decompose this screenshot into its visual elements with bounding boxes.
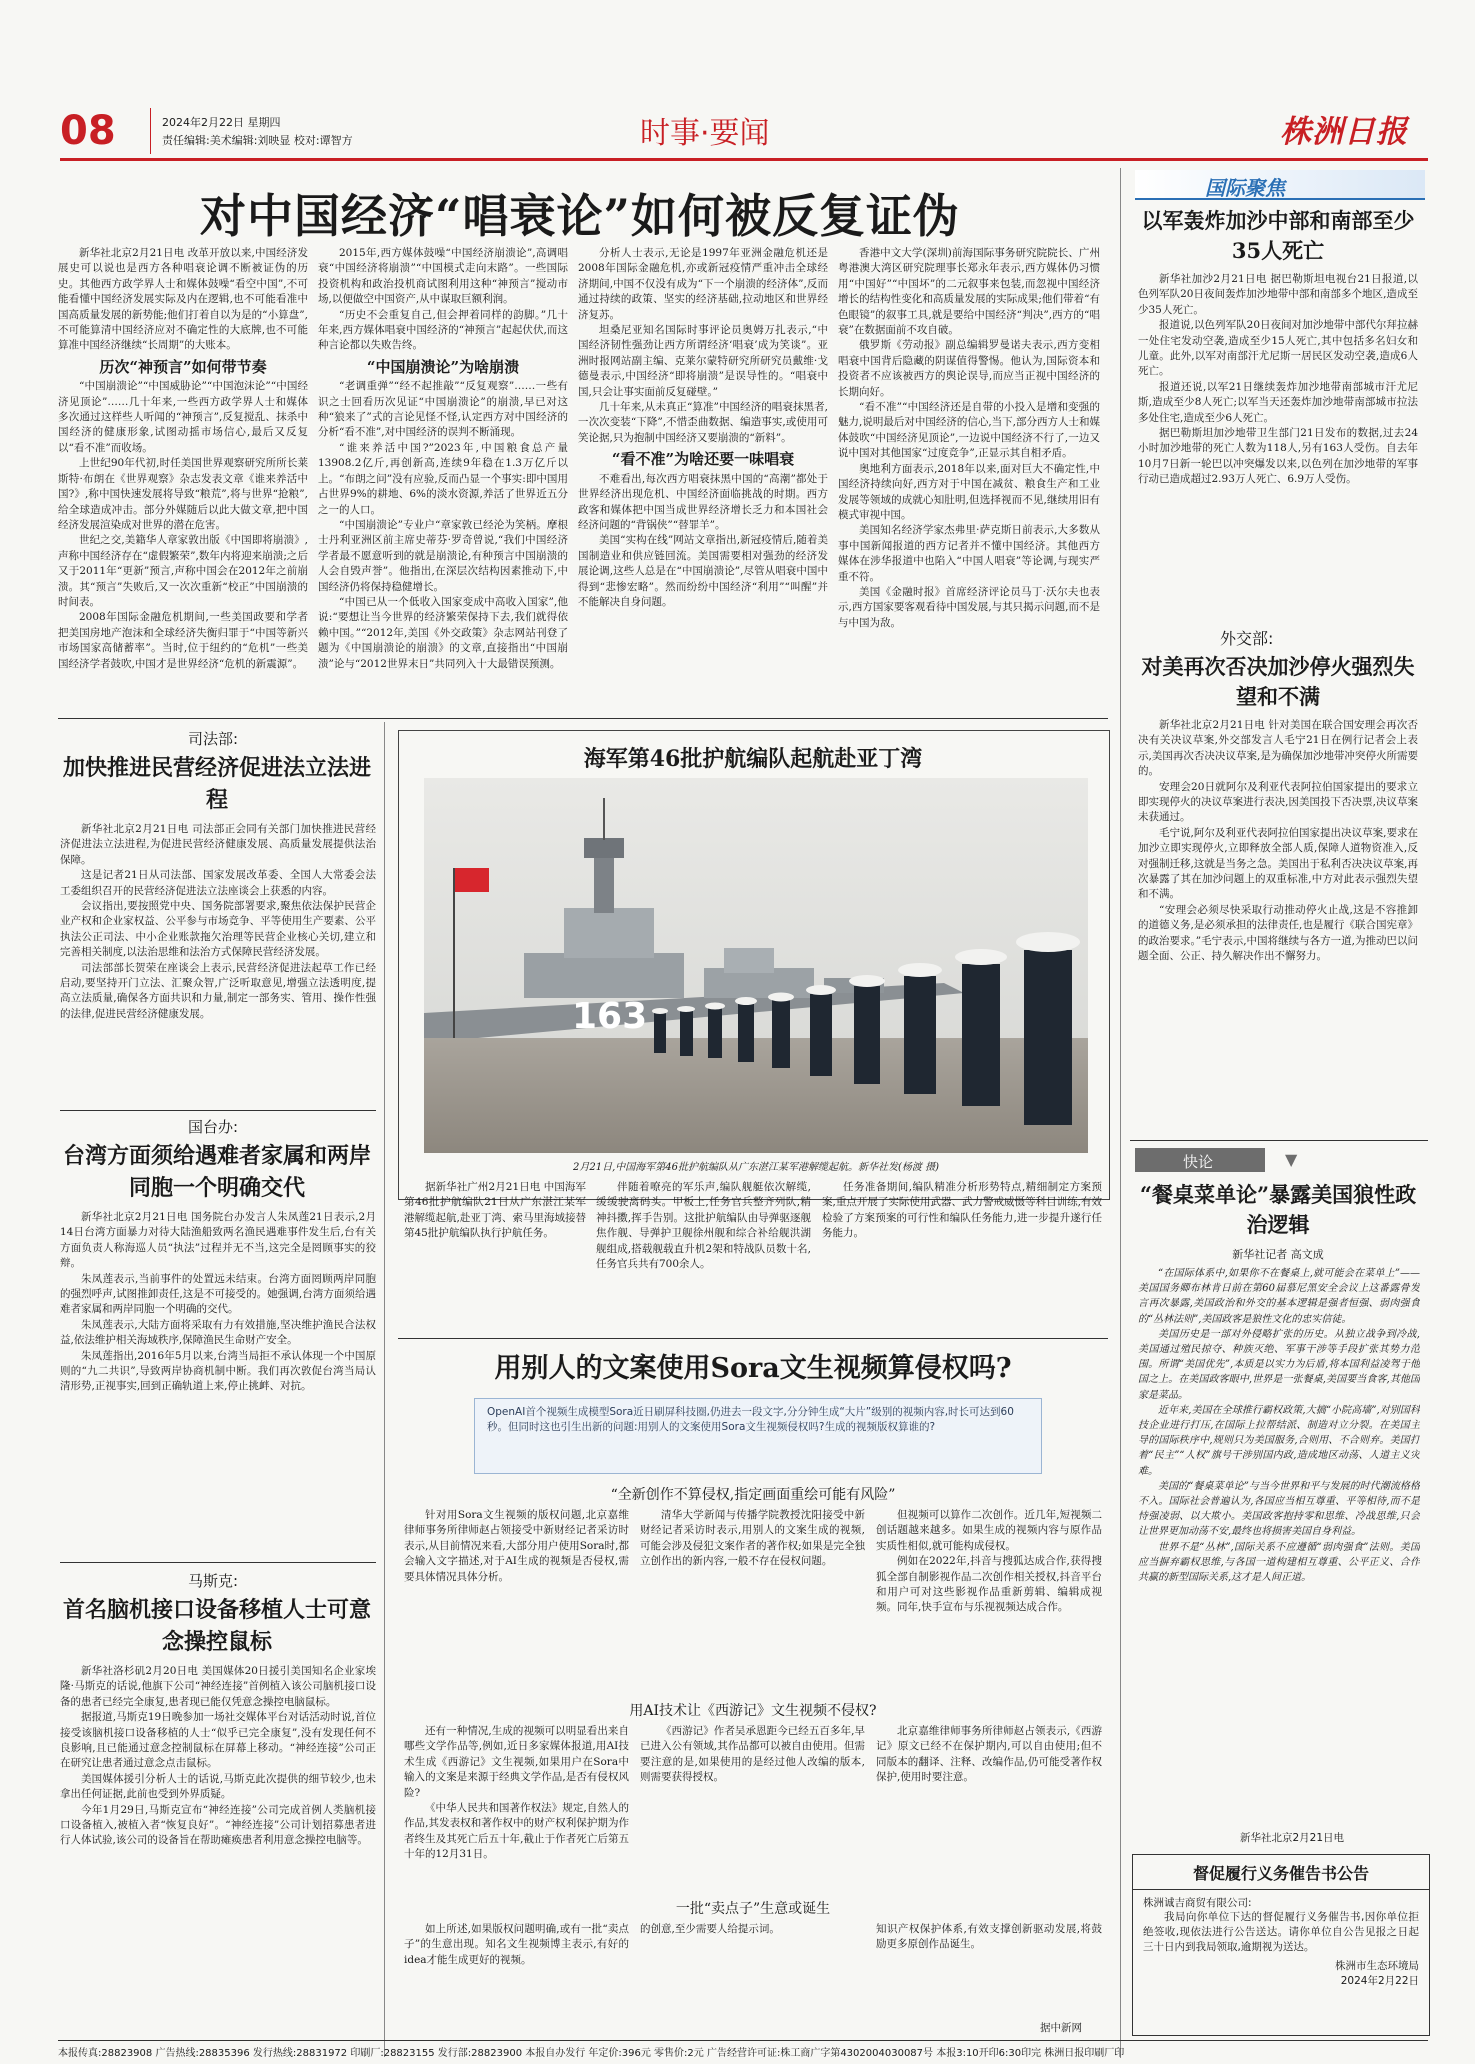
issue-date: 2024年2月22日 星期四 (162, 116, 281, 129)
mfa-paragraph: 安理会20日就阿尔及利亚代表阿拉伯国家提出的要求立即实现停火的决议草案进行表决,因美国投下否决票,决议草案未获通过。 (1138, 780, 1418, 824)
sora-lead-text: OpenAI首个视频生成模型Sora近日刷屏科技圈,仍进去一段文字,分分钟生成“大片”级别的视频内容,时长可达到60秒。但同时这也引生出新的问题:用别人的文案使用Sora文生视频侵权吗?生成的视频版权算谁的? (487, 1406, 1014, 1433)
musk-paragraph: 今年1月29日,马斯克宣布“神经连接”公司完成首例人类脑机接口设备植入,被植入者“恢复良好”。“神经连接”公司计划招募患者进行人体试验,该公司的设备旨在帮助瘫痪患者利用意念操控电脑等。 (60, 1803, 376, 1847)
commentary-tag-arrow-icon: ▼ (1285, 1150, 1298, 1169)
sora-col-6 (876, 1724, 1102, 1894)
tao-paragraph: 新华社北京2月21日电 国务院台办发言人朱凤莲21日表示,2月14日台湾方面暴力对待大陆渔船致两名渔民遇难事件发生后,台有关方面负责人称海巡人员“执法”过程并无不当,这完全是罔顾事实的狡辩。 (60, 1211, 376, 1270)
mfa-kicker: 外交部: (1220, 629, 1274, 648)
commentary-paragraph: “在国际体系中,如果你不在餐桌上,就可能会在菜单上”——美国国务卿布林肯日前在第60届慕尼黑安全会议上这番露骨发言再次暴露,美国政治和外交的基本逻辑是强者恒强、弱肉强食的“丛林法则”,美国政客是狼性文化的忠实信徒。 (1138, 1268, 1420, 1325)
tao-paragraph: 朱凤莲指出,2016年5月以来,台湾当局拒不承认体现一个中国原则的“九二共识”,导致两岸协商机制中断。我们再次敦促台湾当局认清形势,正视事实,回到正确轨道上来,停止挑衅、对抗。 (60, 1349, 376, 1393)
notice-date: 2024年2月22日 (1340, 1975, 1419, 1987)
lead-title: 对中国经济“唱衰论”如何被反复证伪 (200, 189, 960, 243)
notice-issuer: 株洲市生态环境局 (1335, 1960, 1419, 1972)
lead-paragraph: “中国崩溃论”“中国威胁论”“中国泡沫论”“中国经济见顶论”……几十年来,一些西方政学界人士和媒体多次通过这样些人听闻的“神预言”,反复搅乱、抹杀中国经济的健康形象,试图动摇市场信心,最后又反复以“看不准”而收场。 (58, 380, 308, 454)
sora-subhead-3: 一批“卖点子”生意或诞生 (675, 1901, 831, 1917)
lead-paragraph: 奥地利方面表示,2018年以来,面对巨大不确定性,中国经济持续向好,西方对于中国在减贫、粮食生产和工业发展等领域的成就心知肚明,但选择视而不见,继续用旧有模式审视中国。 (838, 462, 1100, 521)
lead-paragraph: 坦桑尼亚知名国际时事评论员奥姆万扎表示,“中国经济韧性强劲让西方所谓经济‘唱衰’成为笑谈”。亚洲时报网站副主编、克莱尔蒙特研究所研究员戴维·戈德曼表示,中国经济“即将崩溃”是误导性的。“唱衰中国,只会让事实面前反复碰壁。” (578, 324, 828, 398)
moj-paragraph: 会议指出,要按照党中央、国务院部署要求,聚焦依法保护民营企业产权和企业家权益、公平参与市场竞争、平等使用生产要素、公平执法公正司法、中小企业账款拖欠治理等民营企业核心关切,建立和完善相关制度,以法治思维和法治方式保障民营经济发展。 (60, 900, 376, 959)
moj-kicker: 司法部: (188, 730, 239, 748)
lead-paragraph: 俄罗斯《劳动报》副总编辑罗曼诺夫表示,西方变相唱衰中国背后隐藏的阴谋值得警惕。他认为,国际资本和投资者不应该被西方的舆论误导,而应当正视中国经济的长期向好。 (838, 339, 1100, 398)
sora-paragraph: 知识产权保护体系,有效支撑创新驱动发展,将鼓励更多原创作品诞生。 (876, 1923, 1102, 1951)
commentary-top-rule (1130, 1140, 1428, 1141)
gaza-body (1138, 272, 1418, 622)
photo-story-title: 海军第46批护航编队起航赴亚丁湾 (583, 746, 923, 772)
lead-paragraph: “中国崩溃论”专业户“章家敦已经沦为笑柄。摩根士丹利亚洲区前主席史蒂芬·罗奇曾说,“我们中国经济学者最不愿意听到的就是崩溃论,有种预言中国崩溃的人会自毁声誉”。他指出,在深层次结构因素推动下,中国经济仍将保持稳健增长。 (318, 518, 568, 593)
left-rule-1 (60, 1110, 376, 1111)
moj-paragraph: 新华社北京2月21日电 司法部正会同有关部门加快推进民营经济促进法立法进程,为促进民营经济健康发展、高质量发展提供法治保障。 (60, 823, 376, 866)
sora-col-3 (876, 1508, 1102, 1693)
left-col-divider (384, 722, 385, 2057)
lead-col-2 (318, 246, 568, 711)
lead-subhead-3: “看不准”为啥还要一味唱衰 (611, 450, 795, 469)
left-rule-2 (60, 1562, 376, 1563)
commentary-title: “餐桌菜单论”暴露美国狼性政治逻辑 (1139, 1182, 1417, 1237)
sora-col-9 (876, 1922, 1102, 2017)
tao-kicker: 国台办: (188, 1118, 239, 1136)
sora-paragraph: 清华大学新闻与传播学院教授沈阳接受中新财经记者采访时表示,用别人的文案生成的视频,可能会涉及侵犯文案作者的著作权;如果是完全独立创作出的新内容,一般不存在侵权问题。 (640, 1509, 865, 1568)
hull-number: 163 (572, 996, 648, 1037)
sora-col-8 (640, 1922, 865, 2032)
mfa-paragraph: 新华社北京2月21日电 针对美国在联合国安理会再次否决有关决议草案,外交部发言人毛宁21日在例行记者会上表示,美国再次否决决议草案,是为确保加沙地带冲突停火所需要的。 (1138, 719, 1418, 778)
gaza-paragraph: 报道还说,以军21日继续轰炸加沙地带南部城市汗尤尼斯,造成至少8人死亡;以军当天还轰炸加沙地带南部城市拉法多处住宅,造成至少6人死亡。 (1138, 380, 1418, 424)
musk-paragraph: 新华社洛杉矶2月20日电 美国媒体20日援引美国知名企业家埃隆·马斯克的话说,他旗下公司“神经连接”首例植入该公司脑机接口设备的患者已经完全康复,患者现已能仅凭意念操控电脑鼠标。 (60, 1665, 376, 1708)
photo-story-paragraph: 据新华社广州2月21日电 中国海军第46批护航编队21日从广东湛江某军港解缆起航,赴亚丁湾、索马里海域接替第45批护航编队执行护航任务。 (404, 1181, 586, 1240)
sora-paragraph: 例如在2022年,抖音与搜狐达成合作,获得搜狐全部自制影视作品二次创作相关授权,抖音平台和用户可对这些影视作品重新剪辑、编辑成视频。同年,快手宣布与乐视视频达成合作。 (876, 1555, 1102, 1614)
sora-paragraph: 还有一种情况,生成的视频可以明显看出来自哪些文学作品等,例如,近日多家媒体报道,用AI技术生成《西游记》文生视频,如果用户在Sora中输入的文案是来源于经典文学作品,是否有侵权风险? (404, 1725, 629, 1799)
moj-title: 加快推进民营经济促进法立法进程 (62, 755, 371, 813)
lead-paragraph: 几十年来,从未真正“算准”中国经济的唱衰抹黑者,一次次变装“下降”,不惜歪曲数据、编造事实,或使用可笑论据,只为抱制中国经济又要崩溃的“新料”。 (578, 401, 828, 444)
commentary-byline: 新华社记者 高文成 (1232, 1248, 1324, 1261)
right-col-divider (1120, 168, 1121, 2058)
commentary-tag (1135, 1148, 1298, 1172)
musk-kicker: 马斯克: (188, 1572, 239, 1590)
lead-paragraph: 新华社北京2月21日电 改革开放以来,中国经济发展史可以说也是西方各种唱衰论调不断被证伪的历史。其他西方政学界人士和媒体鼓噪“看空中国”,不可能看懂中国经济发展实际及内在逻辑,也不可能看准中国高质量发展的新势能;他们打着自以为是的“小算盘”,不可能算清中国经济应对不确定性的大底牌,也不可能算准中国经济继续“长周期”的大账本。 (58, 247, 308, 352)
lead-paragraph: 香港中文大学(深圳)前海国际事务研究院院长、广州粤港澳大湾区研究院理事长郑永年表示,西方媒体仍习惯用“中国好”“中国坏”的二元叙事来包装,而忽视中国经济增长的结构性变化和高质量发展的实际成果;他们带着“有色眼镜”的叙事工具,就是要给中国经济“判决”,西方的“唱衰”在数据面前不攻自破。 (838, 247, 1100, 337)
commentary-dateline: 新华社北京2月21日电 (1240, 1832, 1345, 1844)
sora-lead-box (474, 1398, 1042, 1474)
sora-paragraph: 北京嘉维律师事务所律师赵占领表示,《西游记》原文已经不在保护期内,可以自由使用;但不同版本的翻译、注释、改编作品,仍可能受著作权保护,使用时要注意。 (876, 1725, 1102, 1784)
sora-paragraph: 如上所述,如果版权问题明确,或有一批“卖点子”的生意出现。知名文生视频博主表示,有好的idea才能生成更好的视频。 (404, 1923, 629, 1966)
ship-scene-svg (424, 778, 1088, 1153)
sora-subhead-1: “全新创作不算侵权,指定画面重绘可能有风险” (610, 1487, 896, 1503)
sora-paragraph: 但视频可以算作二次创作。近几年,短视频二创话题越来越多。如果生成的视频内容与原作品实质性相似,就可能构成侵权。 (876, 1509, 1102, 1552)
lead-col-3 (578, 246, 828, 711)
page-number: 08 (60, 108, 116, 154)
lead-paragraph: 2008年国际金融危机期间,一些美国政要和学者把美国房地产泡沫和全球经济失衡归罪于“中国等新兴市场国家高储蓄率”。当时,位于纽约的“危机”一些美国经济学者鼓吹,中国才是世界经济“危机的新震源”。 (58, 611, 308, 670)
header-divider (150, 108, 151, 154)
notice-box (1132, 1854, 1430, 2036)
mfa-paragraph: “安理会必须尽快采取行动推动停火止战,这是不容推卸的道德义务,是必须承担的法律责任,也是履行《联合国宪章》的政治要求。”毛宁表示,中国将继续与各方一道,为推动巴以问题全面、公正、持久解决作出不懈努力。 (1138, 903, 1418, 963)
footer-info: 本报传真:28823908 广告热线:28835396 发行热线:28831972 印刷厂:28823155 发行部:28823900 本报自办发行 年定价:396元 零售价:2元 广告经营许可证:株工商广字第4302004030087号 本报3:10开印6:30印完 株洲日报印刷厂印 (58, 2048, 1125, 2059)
lead-paragraph: 美国“实构在线”网站文章指出,新冠疫情后,随着美国制造业和供应链回流。美国需要相对强劲的经济发展论调,这些人总是在“中国崩溃论”,尽管从唱衰中国中得到“悲惨宏略”。然而纷纷中国经济“利用”“叫醒”并不能解决自身问题。 (578, 534, 828, 608)
commentary-tag-label: 快论 (1183, 1153, 1214, 1171)
lead-paragraph: 上世纪90年代初,时任美国世界观察研究所所长莱斯特·布朗在《世界观察》杂志发表文章《谁来养活中国?》,称中国快速发展将导致“粮荒”,将与世界“抢粮”,给全球造成冲击。部分外媒随后以此大做文章,把中国经济发展渲染成对世界的潜在危害。 (58, 457, 308, 531)
lead-paragraph: 不难看出,每次西方唱衰抹黑中国的“高潮”都处于世界经济出现危机、中国经济面临挑战的时期。西方政客和媒体把中国当成世界经济增长乏力和本国社会经济问题的“背锅侠”“替罪羊”。 (578, 472, 828, 531)
lead-paragraph: 美国《金融时报》首席经济评论员马丁·沃尔夫也表示,西方国家要客观看待中国发展,与其只揭示问题,而不是与中国为敌。 (838, 585, 1100, 629)
lead-col-1 (58, 246, 308, 711)
tao-paragraph: 朱凤莲表示,当前事件的处置远未结束。台湾方面罔顾两岸同胞的强烈呼声,试图推卸责任,这是不可接受的。她强调,台湾方面须给遇难者家属和两岸同胞一个明确的交代。 (60, 1272, 376, 1316)
mfa-paragraph: 毛宁说,阿尔及利亚代表阿拉伯国家提出决议草案,要求在加沙立即实现停火,立即释放全部人质,保障人道物资准入,反对强制迁移,这就是当务之急。美国出于私利否决决议草案,再次暴露了其在加沙问题上的双重标准,中方对此表示强烈失望和不满。 (1138, 826, 1418, 901)
musk-body (60, 1664, 376, 2036)
commentary-body (1138, 1266, 1420, 1826)
lead-paragraph: “中国已从一个低收入国家变成中高收入国家”,他说:“要想让当今世界的经济繁荣保持下去,我们就得依赖中国。”“2012年,美国《外交政策》杂志网站刊登了题为《中国崩溃论的崩溃》的文章,直接指出“中国崩溃”论与“2012世界末日”共同列入十大最错误预测。 (318, 595, 568, 670)
lead-paragraph: “历史不会重复自己,但会押着同样的韵脚。”几十年来,西方媒体唱衰中国经济的“神预言”起起伏伏,而这种言论都以失败告终。 (318, 308, 568, 352)
sora-title: 用别人的文案使用Sora文生视频算侵权吗? (494, 1353, 1012, 1384)
gaza-paragraph: 新华社加沙2月21日电 据巴勒斯坦电视台21日报道,以色列军队20日夜间轰炸加沙地带中部和南部多个地区,造成至少35人死亡。 (1138, 273, 1418, 316)
lead-subhead-1: 历次“神预言”如何带节奏 (99, 357, 267, 376)
tao-title: 台湾方面须给遇难者家属和两岸同胞一个明确交代 (62, 1143, 371, 1201)
lead-paragraph: 分析人士表示,无论是1997年亚洲金融危机还是2008年国际金融危机,亦或新冠疫情严重冲击全球经济期间,中国不仅没有成为“下一个崩溃的经济体”,反而通过持续的政策、坚实的经济基础,拉动地区和世界经济复苏。 (578, 247, 828, 321)
gaza-title: 以军轰炸加沙中部和南部至少35人死亡 (1141, 208, 1415, 263)
photo-story-col-3 (822, 1180, 1102, 1330)
commentary-paragraph: 近年来,美国在全球推行霸权政策,大搞“小院高墙”,对别国科技企业进行打压,在国际上拉帮结派、制造对立分裂。在美国主导的国际秩序中,规则只为美国服务,合则用、不合则弃。美国打着“民主”“人权”旗号干涉别国内政,造成地区动荡、人道主义灾难。 (1138, 1404, 1420, 1477)
commentary-paragraph: 世界不是“丛林”,国际关系不应遵循“弱肉强食”法则。美国应当摒弃霸权思维,与各国一道构建相互尊重、公平正义、合作共赢的新型国际关系,这才是人间正道。 (1138, 1541, 1420, 1584)
photo-story-col-2 (596, 1180, 811, 1330)
sora-paragraph: 《西游记》作者吴承恩距今已经五百多年,早已进入公有领域,其作品都可以被自由使用。但需要注意的是,如果使用的是经过他人改编的版本,则需要获得授权。 (640, 1725, 865, 1784)
sora-top-rule (398, 1338, 1108, 1339)
intl-focus-label: 国际聚焦 (1205, 176, 1285, 200)
commentary-paragraph: 美国历史是一部对外侵略扩张的历史。从独立战争到冷战,美国通过殖民掠夺、种族灭绝、军事干涉等手段扩张其势力范围。所谓“美国优先”,本质是以实力为后盾,将本国利益凌驾于他国之上。在美国政客眼中,世界是一张餐桌,美国要当食客,其他国家是菜品。 (1138, 1328, 1420, 1401)
masthead-logo: 株洲日报 (1280, 114, 1408, 150)
lead-col-4 (838, 246, 1100, 711)
tao-paragraph: 朱凤莲表示,大陆方面将采取有力有效措施,坚决维护渔民合法权益,依法维护相关海域秩序,保障渔民生命财产安全。 (60, 1318, 376, 1347)
editors-line: 责任编辑:美术编辑:刘映显 校对:谭智方 (162, 134, 353, 147)
notice-addressee: 株洲诚吉商贸有限公司: (1143, 1897, 1252, 1909)
photo-story-paragraph: 任务准备期间,编队精准分析形势特点,精细制定方案预案,重点开展了实际使用武器、武力警戒威慑等科目训练,有效检验了方案预案的可行性和编队任务能力,进一步提升遂行任务能力。 (822, 1181, 1102, 1240)
sora-source: 据中新网 (1040, 2022, 1082, 2034)
gaza-paragraph: 据巴勒斯坦加沙地带卫生部门21日发布的数据,过去24小时加沙地带的死亡人数为118人,另有163人受伤。自去年10月7日新一轮巴以冲突爆发以来,以色列在加沙地带的军事行动已造成超过2.93万人死亡、6.9万人受伤。 (1138, 427, 1418, 486)
sora-subhead-2: 用AI技术让《西游记》文生视频不侵权? (629, 1703, 877, 1719)
mfa-title: 对美再次否决加沙停火强烈失望和不满 (1141, 654, 1415, 709)
lead-paragraph: “老调重弹”“经不起推敲”“反复观察”……一些有识之士回看历次见证“中国崩溃论”的崩溃,早已对这种“狼来了”式的言论见怪不怪,认定西方对中国经济的分析“看不准”,对中国经济的误判不断涌现。 (318, 380, 568, 439)
lead-paragraph: “谁来养活中国?”2023年,中国粮食总产量13908.2亿斤,再创新高,连续9年稳在1.3万亿斤以上。“布朗之问”没有应验,反而凸显一个事实:即中国用占世界9%的耕地、6%的淡水资源,养活了世界近五分之一的人口。 (318, 441, 568, 516)
header-rule (60, 158, 1428, 161)
lead-paragraph: “看不准”“中国经济还是自带的小投入是增和变强的魅力,说明最后对中国经济的信心,当下,部分西方人士和媒体鼓吹“中国经济见顶论”,一边说中国经济不行了,一边又说中国对其他国家“过度竞争”,正显示其自相矛盾。 (838, 401, 1100, 460)
section-title: 时事·要闻 (640, 116, 770, 151)
sora-col-2 (640, 1508, 865, 1693)
lead-bottom-rule (58, 718, 1108, 719)
musk-paragraph: 据报道,马斯克19日晚参加一场社交媒体平台对话活动时说,首位接受该脑机接口设备移植的人士“似乎已完全康复”,没有发现任何不良影响,且已能通过意念控制鼠标在屏幕上移动。“神经连接”公司正在研究让患者通过意念点击鼠标。 (60, 1711, 376, 1770)
sora-paragraph: 针对用Sora文生视频的版权问题,北京嘉维律师事务所律师赵占领接受中新财经记者采访时表示,从目前情况来看,大部分用户使用Sora时,都会输入文字描述,对于AI生成的视频是否侵权,需要具体情况具体分析。 (404, 1509, 629, 1583)
lead-paragraph: 2015年,西方媒体鼓噪“中国经济崩溃论”,高调唱衰“中国经济将崩溃”“中国模式走向末路”。一些国际投资机构和政治投机商试图利用这种“神预言”搅动市场,以便做空中国资产,从中谋取巨额利润。 (318, 247, 568, 306)
notice-title: 督促履行义务催告书公告 (1133, 1855, 1429, 1890)
musk-title: 首名脑机接口设备移植人士可意念操控鼠标 (62, 1597, 371, 1655)
gaza-paragraph: 报道说,以色列军队20日夜间对加沙地带中部代尔拜拉赫一处住宅发动空袭,造成至少15人死亡,其中包括多名妇女和儿童。此外,以军对南部汗尤尼斯一居民区发动空袭,造成6人死亡。 (1138, 319, 1418, 378)
lead-subhead-2: “中国崩溃论”为啥崩溃 (366, 357, 520, 376)
sora-paragraph: 《中华人民共和国著作权法》规定,自然人的作品,其发表权和著作权中的财产权利保护期为作者终生及其死亡后五十年,截止于作者死亡后第五十年的12月31日。 (404, 1802, 629, 1861)
musk-paragraph: 美国媒体援引分析人士的话说,马斯克此次提供的细节较少,也未拿出任何证据,此前也受到外界质疑。 (60, 1772, 376, 1801)
photo-story-col-1 (404, 1180, 586, 1330)
sora-col-1 (404, 1508, 629, 1693)
sora-col-7 (404, 1922, 629, 2032)
commentary-paragraph: 美国的“餐桌菜单论”与当今世界和平与发展的时代潮流格格不入。国际社会普遍认为,各国应当相互尊重、平等相待,而不是恃强凌弱、以大欺小。美国政客抱持零和思维、冷战思维,只会让世界更加动荡不安,最终也将损害美国自身利益。 (1138, 1480, 1420, 1538)
photo-story-paragraph: 伴随着嘹亮的军乐声,编队舰艇依次解缆,缓缓驶离码头。甲板上,任务官兵整齐列队,精神抖擞,挥手告别。这批护航编队由导弹驱逐舰焦作舰、导弹护卫舰徐州舰和综合补给舰洪湖舰组成,搭载舰载直升机2架和特战队员数十名,任务官兵共有700余人。 (596, 1181, 811, 1271)
moj-paragraph: 这是记者21日从司法部、国家发展改革委、全国人大常委会法工委组织召开的民营经济促进法立法座谈会上获悉的内容。 (60, 869, 376, 897)
sora-col-4 (404, 1724, 629, 1894)
tao-body (60, 1210, 376, 1558)
lead-paragraph: 美国知名经济学家杰弗里·萨克斯日前表示,大多数从事中国新闻报道的西方记者并不懂中国经济。其他西方媒体在涉华报道中也陷入“中国人唱衰”等论调,与现实严重不符。 (838, 524, 1100, 583)
photo-caption: 2月21日,中国海军第46批护航编队从广东湛江某军港解缆起航。新华社发(杨渡 摄) (573, 1162, 939, 1173)
moj-body (60, 822, 376, 1104)
navy-photo (424, 778, 1088, 1153)
sora-paragraph: 的创意,至少需要人给提示词。 (640, 1923, 780, 1935)
notice-body: 我局向你单位下达的督促履行义务催告书,因你单位拒绝签收,现依法进行公告送达。请你单位自公告见报之日起三十日内到我局领取,逾期视为送达。 (1143, 1911, 1419, 1953)
moj-paragraph: 司法部部长贺荣在座谈会上表示,民营经济促进法起草工作已经启动,要坚持开门立法、汇聚众智,广泛听取意见,增强立法透明度,提高立法质量,确保各方面共识和力量,制定一部务实、管用、操作性强的法律,促进民营经济健康发展。 (60, 961, 376, 1020)
intl-focus-tag (1135, 170, 1425, 200)
mfa-body (1138, 718, 1418, 1133)
footer-rule (58, 2040, 1428, 2041)
sora-col-5 (640, 1724, 865, 1894)
lead-paragraph: 世纪之交,美籍华人章家敦出版《中国即将崩溃》,声称中国经济存在“虚假繁荣”,数年内将迎来崩溃;之后又于2011年“更新”预言,声称中国会在2012年之前崩溃。其“预言”失败后,又一次次重新“校正”中国崩溃的时间表。 (58, 534, 308, 608)
